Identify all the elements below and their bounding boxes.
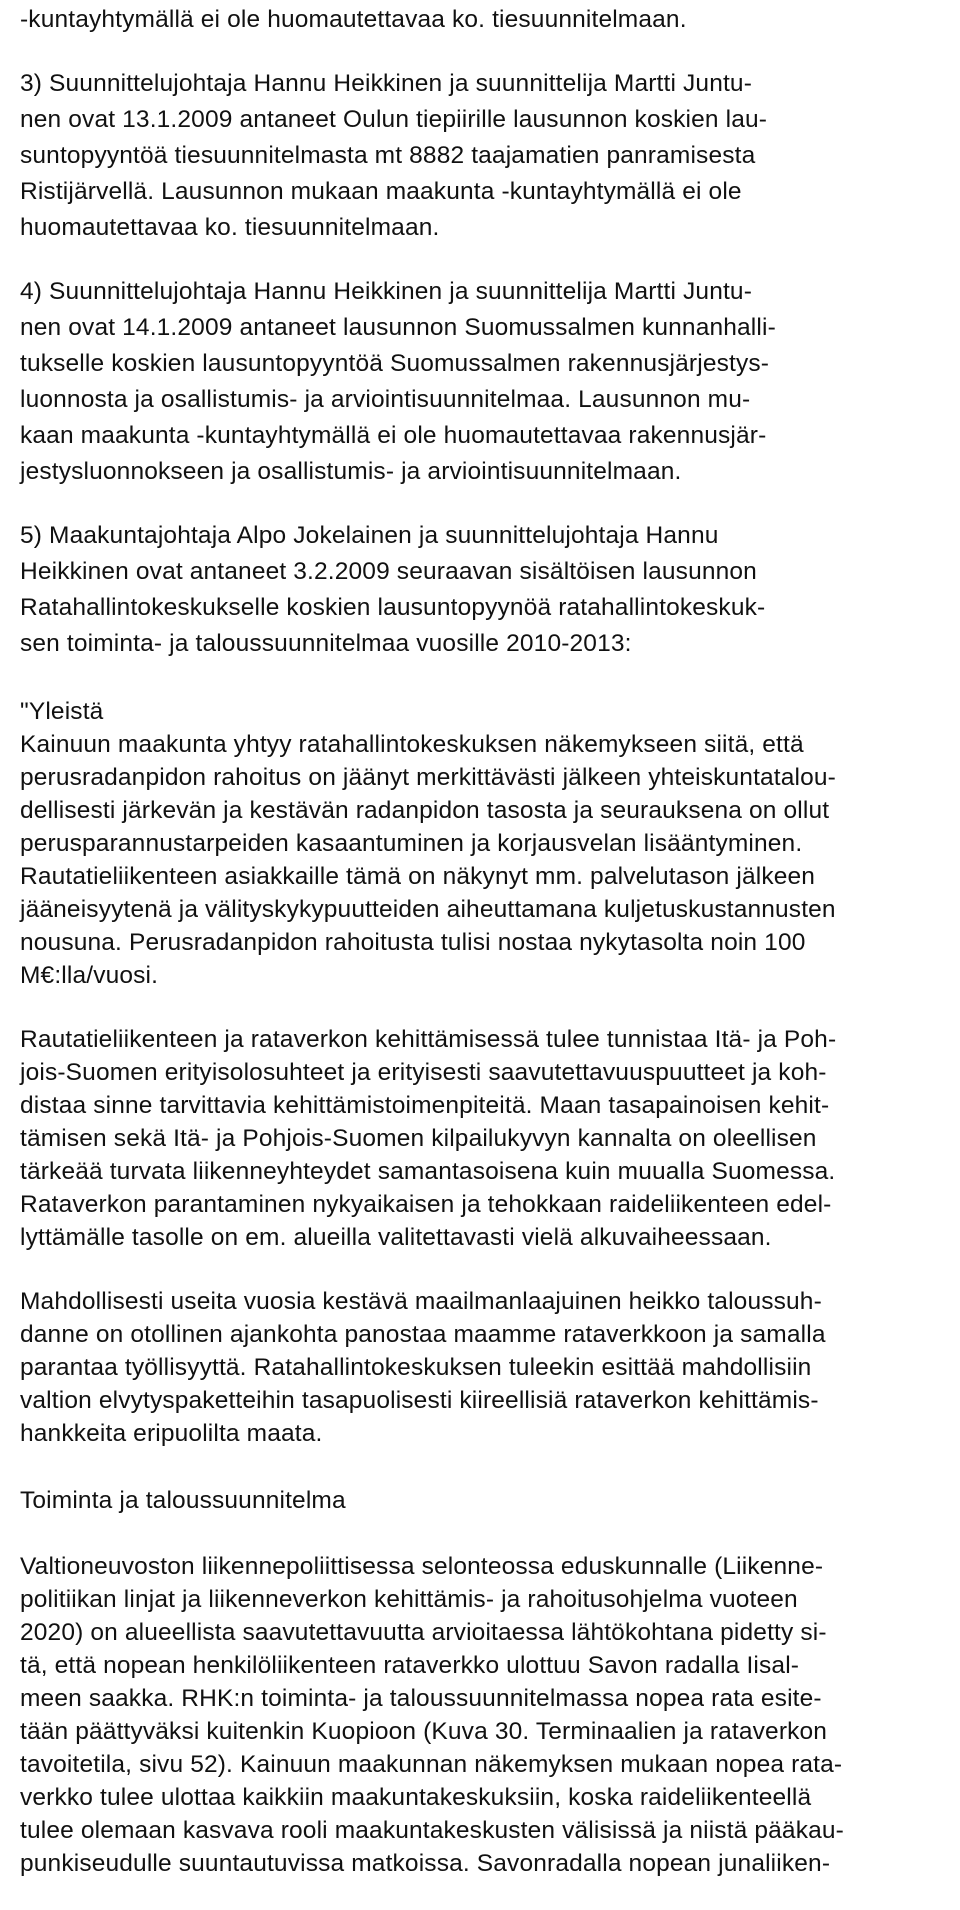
text-line: "Yleistä <box>20 698 104 725</box>
text-line: perusparannustarpeiden kasaantuminen ja korjausvelan lisääntyminen. <box>20 830 803 857</box>
text-line: tavoitetila, sivu 52). Kainuun maakunnan näkemyksen mukaan nopea rata- <box>20 1751 843 1778</box>
text-line: luonnosta ja osallistumis- ja arviointisuunnitelmaa. Lausunnon mu- <box>20 386 751 413</box>
text-line: 5) Maakuntajohtaja Alpo Jokelainen ja suunnittelujohtaja Hannu <box>20 522 719 549</box>
text-line: nousuna. Perusradanpidon rahoitusta tulisi nostaa nykytasolta noin 100 <box>20 929 806 956</box>
text-line: nen ovat 13.1.2009 antaneet Oulun tiepiirille lausunnon koskien lau- <box>20 106 768 133</box>
text-line: jestysluonnokseen ja osallistumis- ja arviointisuunnitelmaan. <box>20 458 682 485</box>
text-line: Mahdollisesti useita vuosia kestävä maailmanlaajuinen heikko taloussuh- <box>20 1288 822 1315</box>
section-heading: Toiminta ja taloussuunnitelma <box>20 1487 346 1514</box>
text-line: parantaa työllisyyttä. Ratahallintokeskuksen tuleekin esittää mahdollisiin <box>20 1354 812 1381</box>
text-line: Ristijärvellä. Lausunnon mukaan maakunta -kuntayhtymällä ei ole <box>20 178 742 205</box>
text-line: jääneisyytenä ja välityskykypuutteiden aiheuttamana kuljetuskustannusten <box>20 896 836 923</box>
text-line: Rautatieliikenteen asiakkaille tämä on näkynyt mm. palvelutason jälkeen <box>20 863 816 890</box>
text-line: 3) Suunnittelujohtaja Hannu Heikkinen ja suunnittelija Martti Juntu- <box>20 70 753 97</box>
text-line: danne on otollinen ajankohta panostaa maamme rataverkkoon ja samalla <box>20 1321 826 1348</box>
text-line: Valtioneuvoston liikennepoliittisessa selonteossa eduskunnalle (Liikenne- <box>20 1553 824 1580</box>
text-line: Rataverkon parantaminen nykyaikaisen ja tehokkaan raideliikenteen edel- <box>20 1191 832 1218</box>
text-line: politiikan linjat ja liikenneverkon kehittämis- ja rahoitusohjelma vuoteen <box>20 1586 798 1613</box>
text-line: distaa sinne tarvittavia kehittämistoimenpiteitä. Maan tasapainoisen kehit- <box>20 1092 830 1119</box>
text-line: tukselle koskien lausuntopyyntöä Suomussalmen rakennusjärjestys- <box>20 350 770 377</box>
text-line: jois-Suomen erityisolosuhteet ja erityisesti saavutettavuuspuutteet ja koh- <box>20 1059 827 1086</box>
text-line: suntopyyntöä tiesuunnitelmasta mt 8882 taajamatien panramisesta <box>20 142 756 169</box>
text-line: nen ovat 14.1.2009 antaneet lausunnon Suomussalmen kunnanhalli- <box>20 314 776 341</box>
text-line: verkko tulee ulottaa kaikkiin maakuntakeskuksiin, koska raideliikentеellä <box>20 1784 812 1811</box>
text-line: valtion elvytyspaketteihin tasapuolisesti kiireellisiä rataverkon kehittämis- <box>20 1387 819 1414</box>
text-line: hankkeita eripuolilta maata. <box>20 1420 323 1447</box>
text-line: sen toiminta- ja taloussuunnitelmaa vuosille 2010-2013: <box>20 630 632 657</box>
text-line: tä, että nopean henkilöliikenteen rataverkko ulottuu Savon radalla Iisal- <box>20 1652 800 1679</box>
text-line: -kuntayhtymällä ei ole huomautettavaa ko. tiesuunnitelmaan. <box>20 6 687 33</box>
text-line: 2020) on alueellista saavutettavuutta arvioitaessa lähtökohtana pidetty si- <box>20 1619 827 1646</box>
text-line: perusradanpidon rahoitus on jäänyt merkittävästi jälkeen yhteiskuntatalou- <box>20 764 836 791</box>
text-line: huomautettavaa ko. tiesuunnitelmaan. <box>20 214 440 241</box>
text-line: tään päättyväksi kuitenkin Kuopioon (Kuva 30. Terminaalien ja rataverkon <box>20 1718 828 1745</box>
text-line: tämisen sekä Itä- ja Pohjois-Suomen kilpailukyvyn kannalta on oleellisen <box>20 1125 817 1152</box>
text-line: meen saakka. RHK:n toiminta- ja taloussuunnitelmassa nopea rata esite- <box>20 1685 822 1712</box>
text-line: kaan maakunta -kuntayhtymällä ei ole huomautettavaa rakennusjär- <box>20 422 767 449</box>
text-line: Rautatieliikenteen ja rataverkon kehittämisessä tulee tunnistaa Itä- ja Poh- <box>20 1026 837 1053</box>
text-line: Heikkinen ovat antaneet 3.2.2009 seuraavan sisältöisen lausunnon <box>20 558 757 585</box>
text-line: tulee olemaan kasvava rooli maakuntakeskusten välisissä ja niistä pääkau- <box>20 1817 844 1844</box>
text-line: dellisesti järkevän ja kestävän radanpidon tasosta ja seurauksena on ollut <box>20 797 830 824</box>
text-line: Kainuun maakunta yhtyy ratahallintokeskuksen näkemykseen siitä, että <box>20 731 804 758</box>
text-line: lyttämälle tasolle on em. alueilla valitettavasti vielä alkuvaiheessaan. <box>20 1224 772 1251</box>
text-line: 4) Suunnittelujohtaja Hannu Heikkinen ja suunnittelija Martti Juntu- <box>20 278 753 305</box>
text-line: Ratahallintokeskukselle koskien lausuntopyynöä ratahallintokeskuk- <box>20 594 766 621</box>
text-line: M€:lla/vuosi. <box>20 962 159 989</box>
text-line: tärkeää turvata liikenneyhteydet samantasoisena kuin muualla Suomessa. <box>20 1158 836 1185</box>
text-line: punkiseudulle suuntautuvissa matkoissa. Savonradalla nopean junaliiken- <box>20 1850 831 1877</box>
